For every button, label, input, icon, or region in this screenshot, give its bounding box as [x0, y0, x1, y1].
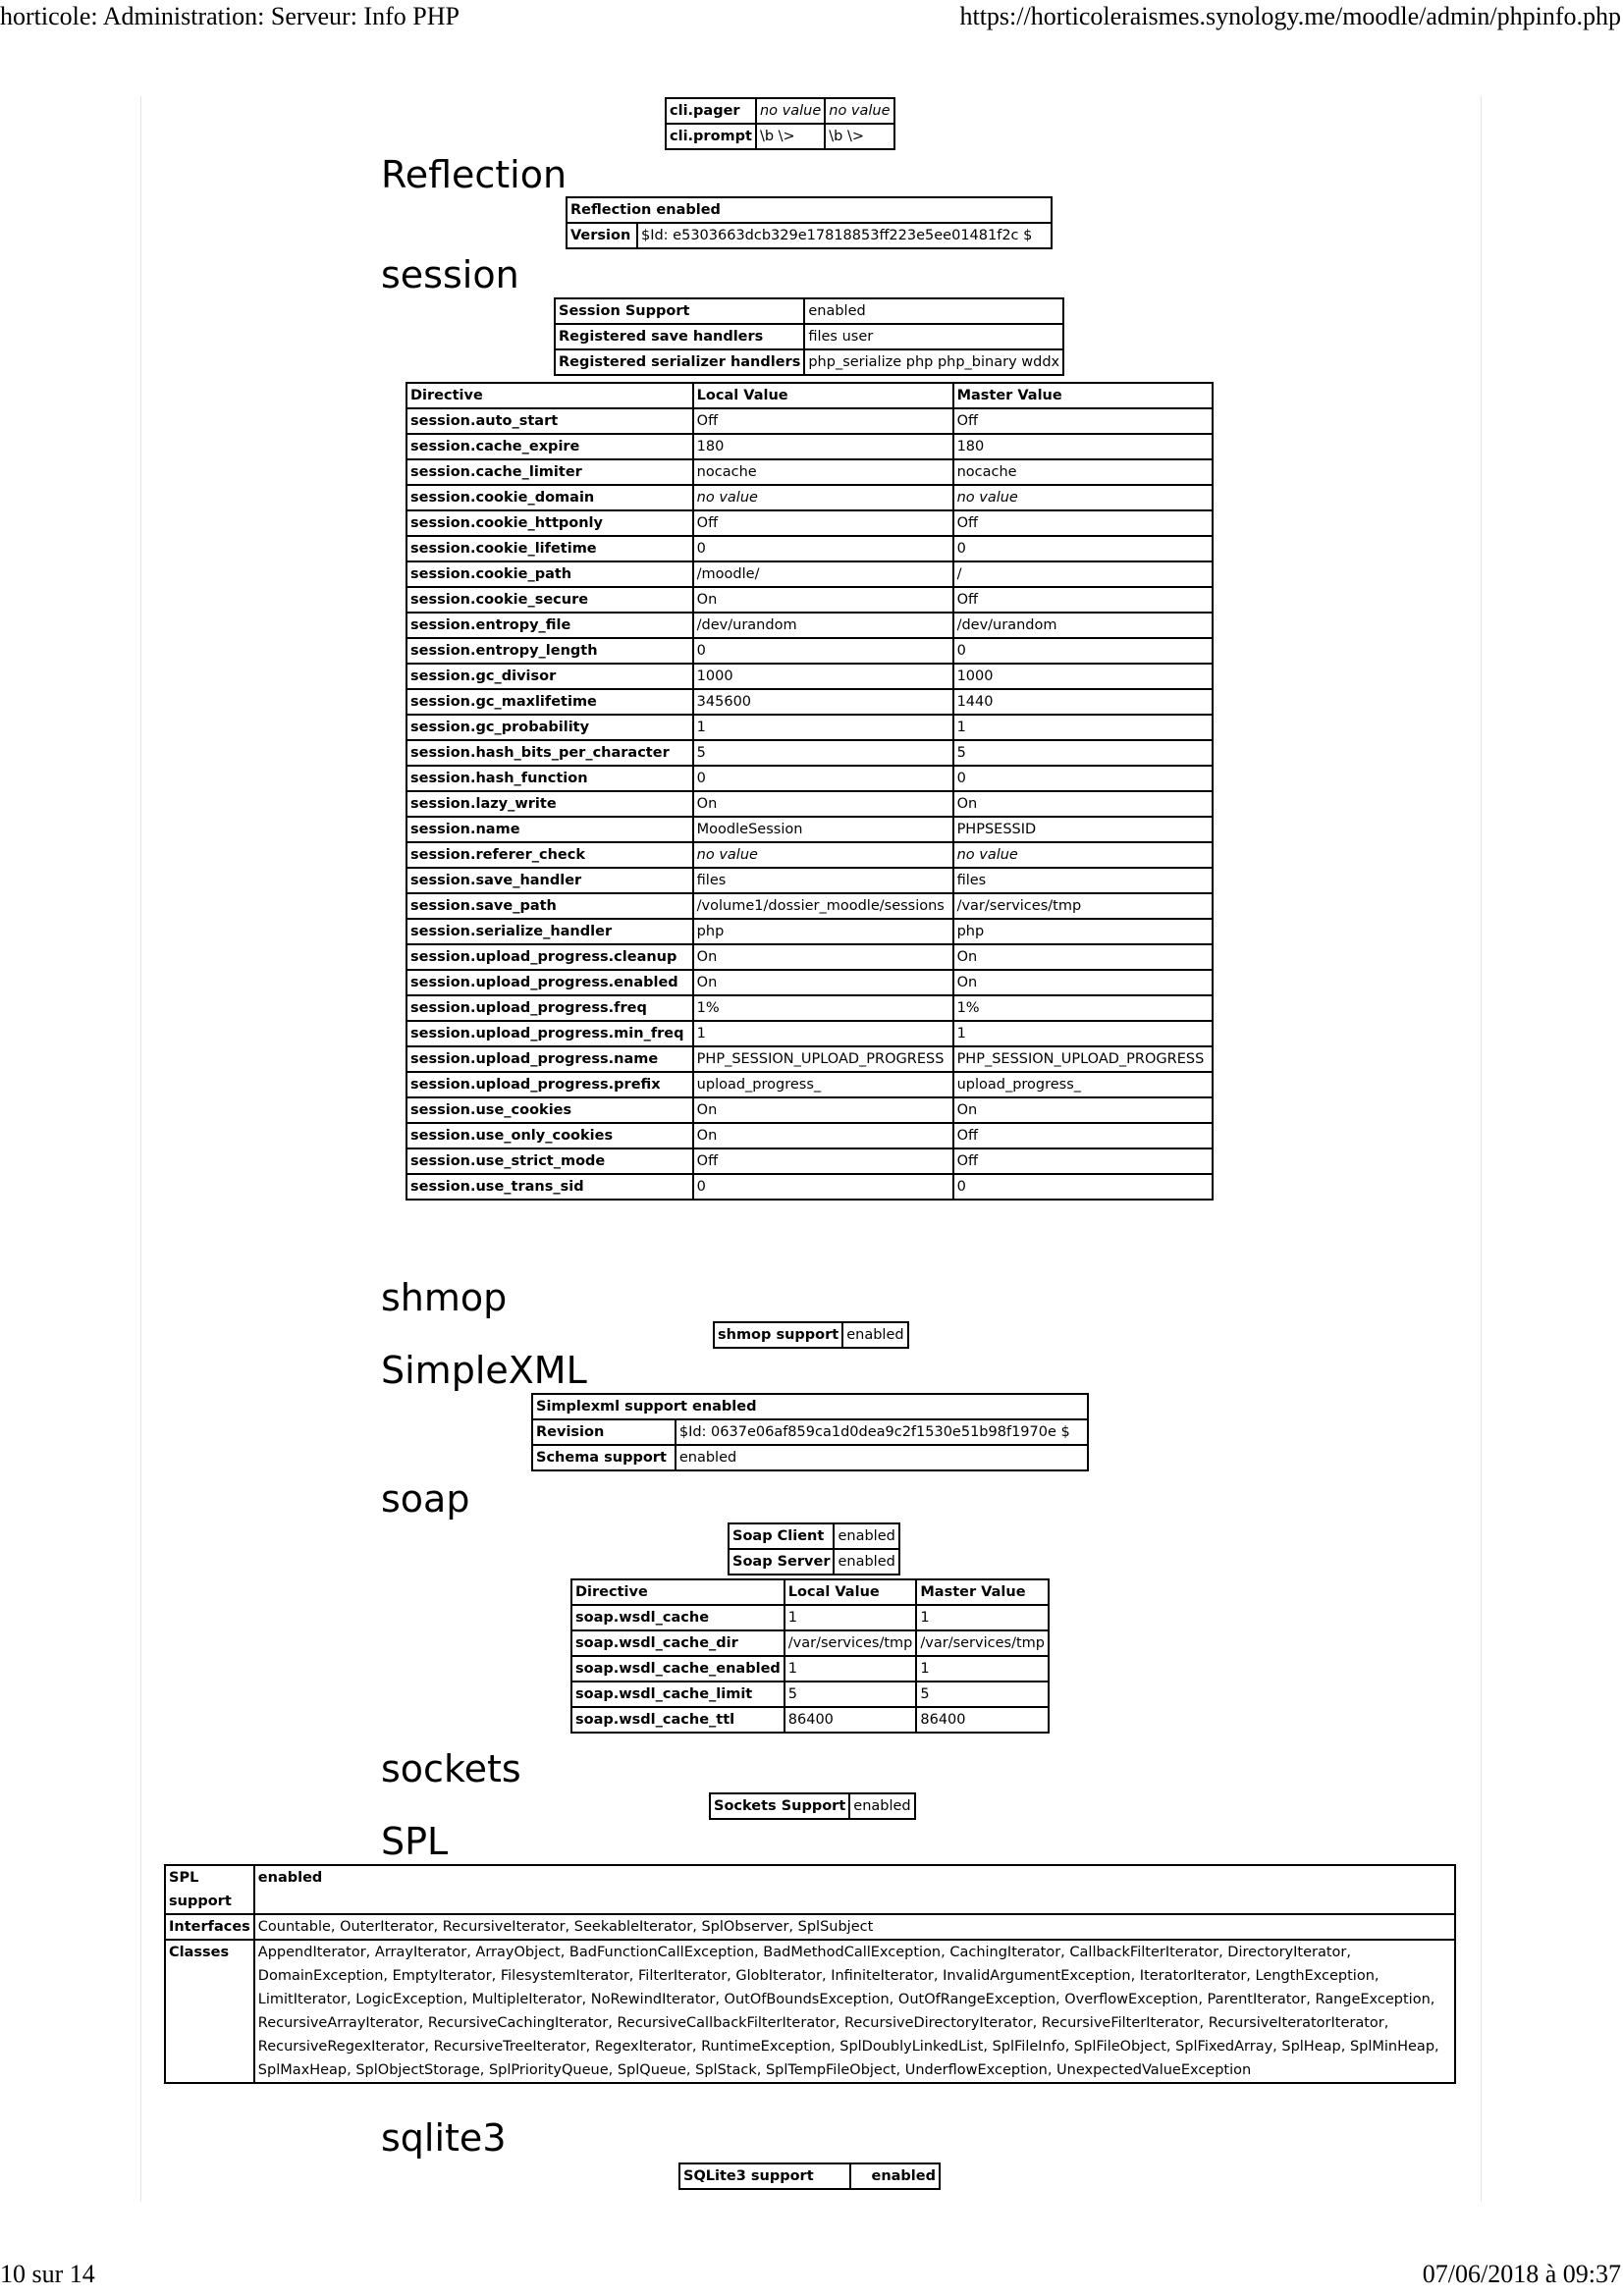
table-row	[571, 1656, 1049, 1682]
master-value: 1	[916, 1656, 1049, 1682]
table-row	[666, 124, 894, 149]
simplexml-table	[531, 1393, 1089, 1471]
simplexml-schema-value: enabled	[676, 1445, 1088, 1470]
master-value: /var/services/tmp	[916, 1630, 1049, 1656]
directive-name: session.name	[406, 817, 693, 842]
reflection-enabled: Reflection enabled	[567, 197, 1052, 223]
directive-name: session.upload_progress.cleanup	[406, 944, 693, 970]
table-row	[406, 536, 1213, 561]
table-row	[567, 197, 1052, 223]
table-row	[165, 1940, 1455, 2083]
table-row	[406, 638, 1213, 664]
print-page-number: 10 sur 14	[0, 2260, 95, 2288]
property-value: files user	[804, 324, 1063, 349]
spl-classes-label: Classes	[165, 1940, 254, 2083]
master-value: files	[953, 868, 1213, 893]
directive-name: session.upload_progress.freq	[406, 995, 693, 1021]
directive-name: session.cache_expire	[406, 434, 693, 459]
master-value: 1	[953, 1021, 1213, 1046]
master-value: 5	[953, 740, 1213, 766]
master-value: 0	[953, 536, 1213, 561]
master-value: no value	[953, 485, 1213, 510]
local-value: Off	[693, 408, 953, 434]
table-row	[406, 868, 1213, 893]
local-value: 1	[693, 715, 953, 740]
shmop-table	[713, 1321, 909, 1349]
master-value: 5	[916, 1682, 1049, 1707]
table-row	[406, 791, 1213, 817]
master-value: 1440	[953, 689, 1213, 715]
local-value: 0	[693, 1174, 953, 1200]
print-header	[0, 2, 1623, 31]
column-header-local-value: Local Value	[693, 383, 953, 408]
local-value: 0	[693, 638, 953, 664]
table-row	[532, 1419, 1088, 1445]
directive-name: session.upload_progress.enabled	[406, 970, 693, 995]
directive-name: session.serialize_handler	[406, 919, 693, 944]
property-value: php_serialize php php_binary wddx	[804, 349, 1063, 375]
master-value: /var/services/tmp	[953, 893, 1213, 919]
section-heading-spl: SPL	[381, 1820, 449, 1863]
column-header-master-value: Master Value	[916, 1579, 1049, 1605]
property-label: Registered save handlers	[555, 324, 804, 349]
table-row	[406, 944, 1213, 970]
table-row	[165, 1865, 1455, 1914]
local-value: On	[693, 970, 953, 995]
master-value: 180	[953, 434, 1213, 459]
spl-support-label: SPL support	[165, 1865, 254, 1914]
shmop-label: shmop support	[714, 1322, 842, 1348]
simplexml-schema-label: Schema support	[532, 1445, 676, 1470]
master-value: Off	[953, 510, 1213, 536]
table-row	[406, 817, 1213, 842]
master-value: 86400	[916, 1707, 1049, 1733]
sockets-label: Sockets Support	[710, 1793, 849, 1819]
table-row	[406, 1148, 1213, 1174]
table-row	[406, 434, 1213, 459]
table-header-row	[406, 383, 1213, 408]
table-row	[406, 664, 1213, 689]
section-heading-soap: soap	[381, 1477, 470, 1521]
section-heading-shmop: shmop	[381, 1276, 508, 1319]
local-value: 0	[693, 766, 953, 791]
spl-support-value: enabled	[254, 1865, 1455, 1914]
table-row	[165, 1914, 1455, 1940]
simplexml-revision-label: Revision	[532, 1419, 676, 1445]
session-directives-table	[406, 382, 1214, 1201]
master-value: 1000	[953, 664, 1213, 689]
print-footer	[0, 2260, 1623, 2289]
table-row	[406, 842, 1213, 868]
local-value: php	[693, 919, 953, 944]
local-value: 1%	[693, 995, 953, 1021]
reflection-version-label: Version	[567, 223, 637, 248]
master-value: Off	[953, 1123, 1213, 1148]
local-value: 1	[784, 1605, 917, 1630]
table-row	[679, 2163, 940, 2189]
table-row	[710, 1793, 915, 1819]
directive-name: session.upload_progress.prefix	[406, 1072, 693, 1097]
table-row	[406, 1123, 1213, 1148]
master-value: Off	[953, 1148, 1213, 1174]
master-value: On	[953, 791, 1213, 817]
directive-name: session.use_strict_mode	[406, 1148, 693, 1174]
directive-name: soap.wsdl_cache	[571, 1605, 784, 1630]
table-header-row	[571, 1579, 1049, 1605]
table-row	[406, 1097, 1213, 1123]
local-value: On	[693, 791, 953, 817]
directive-name: session.use_trans_sid	[406, 1174, 693, 1200]
master-value: no value	[953, 842, 1213, 868]
column-header-local-value: Local Value	[784, 1579, 917, 1605]
section-heading-simplexml: SimpleXML	[381, 1349, 587, 1392]
table-row	[567, 223, 1052, 248]
directive-name: cli.pager	[666, 98, 756, 124]
local-value: no value	[756, 98, 825, 124]
local-value: 1	[784, 1656, 917, 1682]
directive-name: soap.wsdl_cache_ttl	[571, 1707, 784, 1733]
table-row	[729, 1523, 899, 1549]
master-value: php	[953, 919, 1213, 944]
directive-name: session.entropy_file	[406, 613, 693, 638]
sqlite3-table	[678, 2163, 941, 2190]
table-row	[532, 1394, 1088, 1419]
directive-name: session.lazy_write	[406, 791, 693, 817]
soap-support-table	[728, 1522, 900, 1575]
directive-name: session.auto_start	[406, 408, 693, 434]
local-value: \b \>	[756, 124, 825, 149]
directive-name: session.save_path	[406, 893, 693, 919]
directive-name: session.upload_progress.name	[406, 1046, 693, 1072]
right-page-rule	[1481, 96, 1482, 2202]
directive-name: session.gc_probability	[406, 715, 693, 740]
local-value: MoodleSession	[693, 817, 953, 842]
reflection-version-value: $Id: e5303663dcb329e17818853ff223e5ee01481f2c $	[637, 223, 1052, 248]
sockets-table	[709, 1792, 916, 1820]
property-value: enabled	[834, 1523, 898, 1549]
table-row	[571, 1605, 1049, 1630]
shmop-value: enabled	[842, 1322, 907, 1348]
local-value: 180	[693, 434, 953, 459]
local-value: Off	[693, 510, 953, 536]
local-value: 5	[693, 740, 953, 766]
directive-name: session.use_only_cookies	[406, 1123, 693, 1148]
spl-classes-value: AppendIterator, ArrayIterator, ArrayObject, BadFunctionCallException, BadMethodCallException, CachingIterator, CallbackFilterIterator, DirectoryIterator, DomainException, EmptyIterator, FilesystemIterator, FilterIterator, GlobIterator, InfiniteIterator, InvalidArgumentException, IteratorIterator, LengthException, LimitIterator, LogicException, MultipleIterator, NoRewindIterator, OutOfBoundsException, OutOfRangeException, OverflowException, ParentIterator, RangeException, RecursiveArrayIterator, RecursiveCachingIterator, RecursiveCallbackFilterIterator, RecursiveDirectoryIterator, RecursiveFilterIterator, RecursiveIteratorIterator, RecursiveRegexIterator, RecursiveTreeIterator, RegexIterator, RuntimeException, SplDoublyLinkedList, SplFileInfo, SplFileObject, SplFixedArray, SplHeap, SplMinHeap, SplMaxHeap, SplObjectStorage, SplPriorityQueue, SplQueue, SplStack, SplTempFileObject, UnderflowException, UnexpectedValueException	[254, 1940, 1455, 2083]
local-value: On	[693, 1123, 953, 1148]
directive-name: soap.wsdl_cache_enabled	[571, 1656, 784, 1682]
simplexml-enabled: Simplexml support enabled	[532, 1394, 1088, 1419]
directive-name: session.cookie_lifetime	[406, 536, 693, 561]
master-value: PHP_SESSION_UPLOAD_PROGRESS	[953, 1046, 1213, 1072]
master-value: On	[953, 970, 1213, 995]
local-value: /volume1/dossier_moodle/sessions	[693, 893, 953, 919]
simplexml-revision-value: $Id: 0637e06af859ca1d0dea9c2f1530e51b98f1970e $	[676, 1419, 1088, 1445]
master-value: 1%	[953, 995, 1213, 1021]
local-value: /var/services/tmp	[784, 1630, 917, 1656]
sqlite3-value: enabled	[850, 2163, 940, 2189]
property-value: enabled	[834, 1549, 898, 1575]
left-page-rule	[140, 96, 141, 2202]
table-row	[406, 970, 1213, 995]
table-row	[555, 298, 1063, 324]
table-row	[571, 1707, 1049, 1733]
reflection-table	[566, 196, 1053, 249]
directive-name: soap.wsdl_cache_dir	[571, 1630, 784, 1656]
section-heading-reflection: Reflection	[381, 153, 568, 196]
table-row	[406, 561, 1213, 587]
directive-name: cli.prompt	[666, 124, 756, 149]
master-value: Off	[953, 587, 1213, 613]
print-title: horticole: Administration: Serveur: Info PHP	[0, 2, 460, 30]
local-value: PHP_SESSION_UPLOAD_PROGRESS	[693, 1046, 953, 1072]
local-value: /moodle/	[693, 561, 953, 587]
master-value: \b \>	[825, 124, 893, 149]
table-row	[406, 459, 1213, 485]
table-row	[406, 893, 1213, 919]
directive-name: session.hash_bits_per_character	[406, 740, 693, 766]
column-header-master-value: Master Value	[953, 383, 1213, 408]
directive-name: session.entropy_length	[406, 638, 693, 664]
directive-name: session.save_handler	[406, 868, 693, 893]
print-url: https://horticoleraismes.synology.me/moodle/admin/phpinfo.php	[959, 2, 1621, 30]
table-row	[406, 1046, 1213, 1072]
sqlite3-label: SQLite3 support	[679, 2163, 850, 2189]
directive-name: session.gc_divisor	[406, 664, 693, 689]
table-row	[532, 1445, 1088, 1470]
master-value: 1	[916, 1605, 1049, 1630]
table-row	[571, 1682, 1049, 1707]
table-row	[406, 919, 1213, 944]
property-value: enabled	[804, 298, 1063, 324]
local-value: On	[693, 1097, 953, 1123]
section-heading-sqlite3: sqlite3	[381, 2116, 507, 2160]
table-row	[406, 1072, 1213, 1097]
table-row	[406, 689, 1213, 715]
table-row	[406, 995, 1213, 1021]
column-header-directive: Directive	[571, 1579, 784, 1605]
table-row	[406, 1174, 1213, 1200]
local-value: 0	[693, 536, 953, 561]
directive-name: session.cache_limiter	[406, 459, 693, 485]
local-value: 5	[784, 1682, 917, 1707]
directive-name: session.hash_function	[406, 766, 693, 791]
master-value: /	[953, 561, 1213, 587]
session-support-table	[554, 297, 1064, 376]
local-value: nocache	[693, 459, 953, 485]
property-label: Soap Server	[729, 1549, 834, 1575]
table-row	[406, 715, 1213, 740]
directive-name: session.cookie_domain	[406, 485, 693, 510]
table-row	[555, 324, 1063, 349]
master-value: 1	[953, 715, 1213, 740]
master-value: upload_progress_	[953, 1072, 1213, 1097]
local-value: files	[693, 868, 953, 893]
table-row	[571, 1630, 1049, 1656]
table-row	[714, 1322, 908, 1348]
local-value: /dev/urandom	[693, 613, 953, 638]
master-value: 0	[953, 638, 1213, 664]
local-value: no value	[693, 842, 953, 868]
local-value: 86400	[784, 1707, 917, 1733]
master-value: 0	[953, 1174, 1213, 1200]
spl-interfaces-label: Interfaces	[165, 1914, 254, 1940]
local-value: upload_progress_	[693, 1072, 953, 1097]
table-row	[406, 613, 1213, 638]
table-row	[666, 98, 894, 124]
soap-directives-table	[570, 1578, 1050, 1734]
local-value: no value	[693, 485, 953, 510]
table-row	[406, 766, 1213, 791]
directive-name: session.upload_progress.min_freq	[406, 1021, 693, 1046]
property-label: Registered serializer handlers	[555, 349, 804, 375]
master-value: On	[953, 944, 1213, 970]
local-value: 1000	[693, 664, 953, 689]
directive-name: session.use_cookies	[406, 1097, 693, 1123]
cli-directives-table	[665, 97, 895, 150]
column-header-directive: Directive	[406, 383, 693, 408]
table-row	[555, 349, 1063, 375]
directive-name: soap.wsdl_cache_limit	[571, 1682, 784, 1707]
table-row	[406, 408, 1213, 434]
directive-name: session.cookie_secure	[406, 587, 693, 613]
table-row	[729, 1549, 899, 1575]
spl-interfaces-value: Countable, OuterIterator, RecursiveIterator, SeekableIterator, SplObserver, SplSubject	[254, 1914, 1455, 1940]
master-value: 0	[953, 766, 1213, 791]
section-heading-session: session	[381, 253, 519, 296]
directive-name: session.cookie_path	[406, 561, 693, 587]
table-row	[406, 485, 1213, 510]
local-value: On	[693, 587, 953, 613]
local-value: On	[693, 944, 953, 970]
directive-name: session.gc_maxlifetime	[406, 689, 693, 715]
local-value: Off	[693, 1148, 953, 1174]
property-label: Session Support	[555, 298, 804, 324]
master-value: Off	[953, 408, 1213, 434]
section-heading-sockets: sockets	[381, 1747, 521, 1790]
master-value: On	[953, 1097, 1213, 1123]
master-value: /dev/urandom	[953, 613, 1213, 638]
master-value: PHPSESSID	[953, 817, 1213, 842]
sockets-value: enabled	[849, 1793, 914, 1819]
spl-table	[164, 1864, 1456, 2084]
print-datetime: 07/06/2018 à 09:37	[1422, 2260, 1621, 2288]
directive-name: session.referer_check	[406, 842, 693, 868]
table-row	[406, 587, 1213, 613]
master-value: no value	[825, 98, 893, 124]
directive-name: session.cookie_httponly	[406, 510, 693, 536]
table-row	[406, 510, 1213, 536]
local-value: 345600	[693, 689, 953, 715]
table-row	[406, 740, 1213, 766]
table-row	[406, 1021, 1213, 1046]
local-value: 1	[693, 1021, 953, 1046]
property-label: Soap Client	[729, 1523, 834, 1549]
master-value: nocache	[953, 459, 1213, 485]
